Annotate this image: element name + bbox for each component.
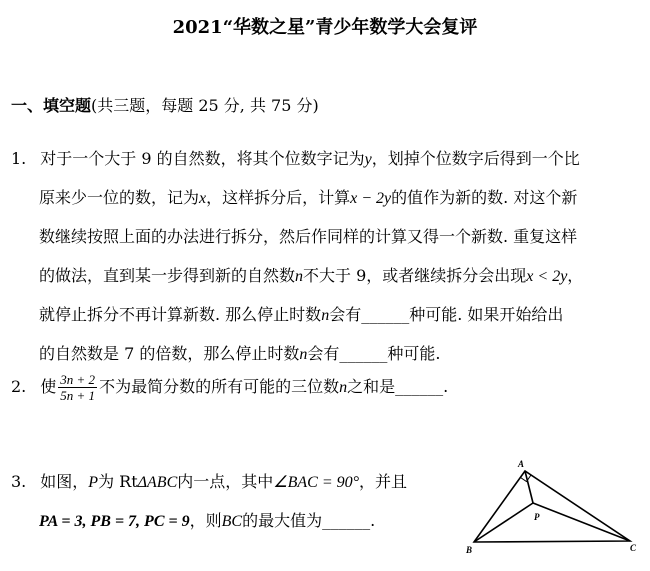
problem-2-number: 2. (11, 377, 27, 396)
label-a: A (518, 459, 525, 469)
section-title: 一、填空题 (11, 96, 92, 115)
section-note: (共三题，每题 25 分, 共 75 分) (91, 96, 319, 115)
triangle-figure (460, 458, 645, 563)
problem-1-line-3: 数继续按照上面的办法进行拆分，然后作同样的计算又得一个新数. 重复这样 (39, 227, 578, 246)
problem-1-line-5: 就停止拆分不再计算新数. 那么停止时数n会有______种可能. 如果开始给出 (39, 305, 564, 324)
segment-pb (474, 503, 533, 542)
fraction-numerator: 3n + 2 (60, 372, 96, 387)
problem-1-line-2: 原来少一位的数，记为x，这样拆分后，计算x − 2y的值作为新的数. 对这个新 (39, 188, 578, 207)
label-b: B (466, 545, 473, 555)
problem-2: 2. 使 $\frac{3n + 2}{5n + 1}$ 不为最简分数的所有可能的三位数n之和是______. (11, 372, 449, 403)
section-heading (11, 93, 319, 116)
problem-3-number: 3. (11, 472, 27, 491)
problem-1-number: 1. (11, 149, 27, 168)
problem-1-line-1: 1. 对于一个大于 9 的自然数，将其个位数字记为y，划掉个位数字后得到一个比 (11, 149, 580, 168)
fraction (58, 372, 97, 403)
problem-1-line-4: 的做法，直到某一步得到新的自然数n不大于 9，或者继续拆分会出现x < 2y， (39, 266, 584, 285)
fraction-denominator: 5n + 1 (60, 388, 96, 403)
problem-3-line-1: 3. 如图，P为 RtΔABC内一点，其中∠BAC = 90°，并且 (11, 472, 408, 491)
paper-title: 2021“华数之星”青少年数学大会复评 (172, 17, 478, 38)
label-p: P (534, 512, 540, 522)
problem-3-line-2: PA = 3, PB = 7, PC = 9，则BC的最大值为______. (39, 511, 376, 530)
label-c: C (630, 543, 637, 553)
problem-1-line-6: 的自然数是 7 的倍数，那么停止时数n会有______种可能. (39, 344, 441, 363)
